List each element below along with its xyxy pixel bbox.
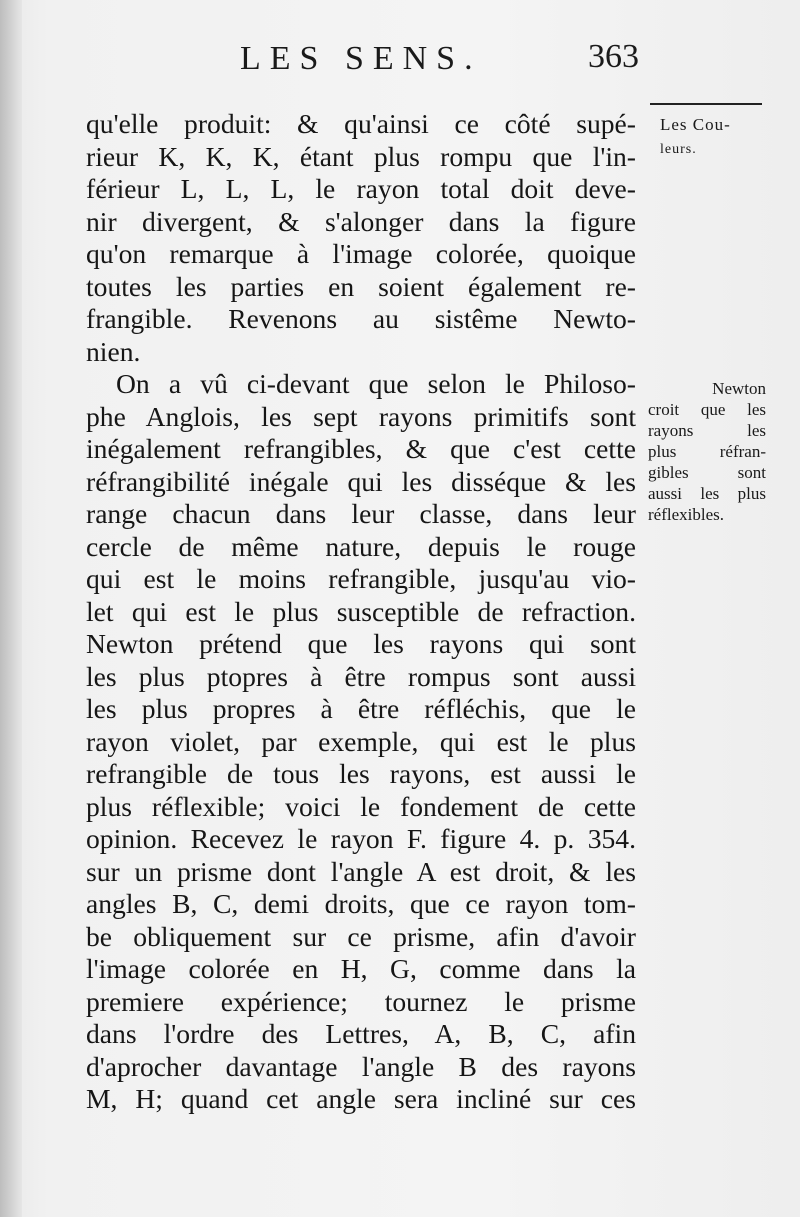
text-line: réfrangibilité inégale qui les disséque & les	[86, 465, 636, 497]
text-line: premiere expérience; tournez le prisme	[86, 985, 636, 1017]
running-head-title: LES SENS.	[240, 40, 482, 77]
text-line: dans l'ordre des Lettres, A, B, C, afin	[86, 1018, 636, 1049]
text-line: rieur K, K, K, étant plus rompu que l'in-	[86, 140, 636, 172]
sidenote-line: réflexibles.	[648, 505, 724, 524]
paragraph-start-line: On a vû ci-devant que selon le Philoso-	[116, 368, 636, 399]
text-line: Newton prétend que les rayons qui sont	[86, 628, 636, 659]
text-line: nien.	[86, 335, 141, 367]
text-line: qu'elle produit: & qu'ainsi ce côté supé-	[86, 108, 636, 139]
text-line: d'aprocher davantage l'angle B des rayons	[86, 1050, 636, 1082]
text-line: angles B, C, demi droits, que ce rayon tom-	[86, 888, 636, 919]
text-line: rayon violet, par exemple, qui est le plus	[86, 725, 636, 757]
page-gutter-shadow	[0, 0, 22, 1217]
text-line: frangible. Revenons au sistême Newto-	[86, 303, 636, 334]
text-line: sur un prisme dont l'angle A est droit, & les	[86, 855, 636, 887]
text-line: plus réflexible; voici le fondement de cette	[86, 790, 636, 822]
sidenote-line: croit que les	[648, 400, 766, 419]
text-line: toutes les parties en soient également re-	[86, 270, 636, 302]
text-line: qui est le moins refrangible, jusqu'au vio-	[86, 563, 636, 594]
text-line: l'image colorée en H, G, comme dans la	[86, 953, 636, 984]
page-number: 363	[588, 38, 639, 75]
text-line: férieur L, L, L, le rayon total doit deve-	[86, 173, 636, 204]
sidenote-line: Les Cou-	[660, 115, 731, 134]
sidenote-line: gibles sont	[648, 463, 766, 482]
sidenote-les-couleurs	[660, 113, 731, 161]
text-line: les plus ptopres à être rompus sont aussi	[86, 660, 636, 692]
text-line: phe Anglois, les sept rayons primitifs sont	[86, 400, 636, 432]
text-line: qu'on remarque à l'image colorée, quoique	[86, 238, 636, 269]
body-text	[86, 108, 636, 1116]
text-line: range chacun dans leur classe, dans leur	[86, 498, 636, 529]
text-line: M, H; quand cet angle sera incliné sur ces	[86, 1083, 636, 1114]
text-line: let qui est le plus susceptible de refraction.	[86, 595, 636, 627]
sidenote-line: Newton	[712, 379, 766, 398]
text-line: opinion. Recevez le rayon F. figure 4. p. 354.	[86, 823, 636, 854]
sidenote-line: plus réfran-	[648, 442, 766, 461]
sidenote-rule	[650, 103, 762, 105]
text-line: les plus propres à être réfléchis, que le	[86, 693, 636, 724]
sidenote-line: rayons les	[648, 421, 766, 440]
text-line: refrangible de tous les rayons, est aussi le	[86, 758, 636, 789]
running-head	[0, 34, 800, 84]
text-line: inégalement refrangibles, & que c'est cette	[86, 433, 636, 464]
sidenote-line: leurs.	[660, 142, 697, 157]
sidenote-newton	[648, 378, 766, 525]
sidenote-line: aussi les plus	[648, 484, 766, 503]
text-line: be obliquement sur ce prisme, afin d'avoir	[86, 920, 636, 952]
text-line: cercle de même nature, depuis le rouge	[86, 530, 636, 562]
text-line: nir divergent, & s'alonger dans la figure	[86, 205, 636, 237]
